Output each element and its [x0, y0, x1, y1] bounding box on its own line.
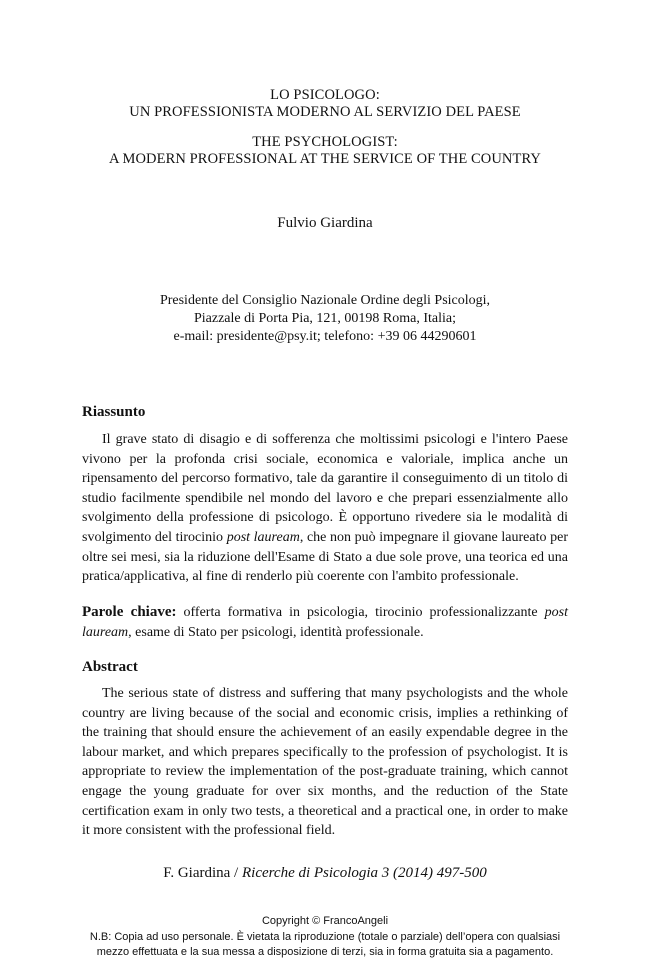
affiliation-line3: e-mail: presidente@psy.it; telefono: +39 06 44290601	[173, 329, 477, 344]
riassunto-text-part1: Il grave stato di disagio e di sofferenza che moltissimi psicologi e l'intero Paese vivono per la profonda crisi sociale, economica e valoriale, implica anche un ripensamento del percorso formativo, tale da garantire il conseguimento di un titolo di studio facilmente spendibile nel mondo del lavoro e che prepari essenzialmente allo svolgimento della professione di psicologo. È opportuno rivedere sia le modalità di svolgimento del tirocinio	[82, 432, 568, 545]
keywords-text-italic: post lauream	[82, 605, 568, 640]
keywords-text-part1: offerta formativa in psicologia, tirocinio professionalizzante	[176, 605, 545, 620]
title-english	[0, 134, 650, 168]
affiliation	[0, 292, 650, 346]
keywords	[82, 602, 568, 643]
copyright-line1: Copyright © FrancoAngeli	[261, 915, 389, 927]
riassunto-text	[82, 430, 568, 587]
riassunto-text-part2: , che non può impegnare il giovane laureato per oltre sei mesi, sia la riduzione dell'Esame di Stato a due sole prove, una teorica ed una pratica/applicativa, al fine di renderlo più coerente con l'ambito professionale.	[82, 529, 568, 585]
title-italian-line1: LO PSICOLOGO:	[270, 87, 380, 103]
journal-citation	[0, 865, 650, 882]
copyright-line3: mezzo effettuata e la sua messa a disposizione di terzi, sia in forma gratuita sia a pagamento.	[96, 946, 554, 958]
title-english-line2: A MODERN PROFESSIONAL AT THE SERVICE OF THE COUNTRY	[108, 151, 541, 167]
keywords-text-part2: , esame di Stato per psicologi, identità professionale.	[128, 625, 424, 640]
citation-journal: Ricerche di Psicologia 3 (2014) 497-500	[241, 865, 487, 881]
title-italian	[0, 87, 650, 121]
keywords-label: Parole chiave:	[82, 604, 177, 620]
riassunto-text-italic: post lauream	[226, 529, 300, 545]
author-name: Fulvio Giardina	[277, 215, 373, 231]
abstract-heading: Abstract	[82, 659, 138, 675]
copyright-line2: N.B: Copia ad uso personale. È vietata la riproduzione (totale o parziale) dell’opera con qualsiasi	[89, 930, 561, 943]
affiliation-line1: Presidente del Consiglio Nazionale Ordine degli Psicologi,	[159, 293, 491, 308]
copyright-notice	[0, 914, 650, 961]
title-italian-line2: UN PROFESSIONISTA MODERNO AL SERVIZIO DEL PAESE	[129, 104, 521, 120]
affiliation-line2: Piazzale di Porta Pia, 121, 00198 Roma, Italia;	[193, 311, 457, 326]
abstract-text: The serious state of distress and suffering that many psychologists and the whole country are living because of the social and economic crisis, implies a rethinking of the training that should ensure the achievement of an easily expendable degree in the labour market, and which prepares specifically to the profession of psychologist. It is appropriate to review the implementation of the post-graduate training, which cannot engage the young graduate for over six months, and the reduction of the State certification exam in only two tests, a theoretical and a practical one, in order to make it more consistent with the professional field.	[82, 686, 568, 839]
title-english-line1: THE PSYCHOLOGIST:	[252, 134, 398, 150]
citation-author: F. Giardina /	[163, 865, 242, 881]
riassunto-heading: Riassunto	[82, 404, 146, 420]
